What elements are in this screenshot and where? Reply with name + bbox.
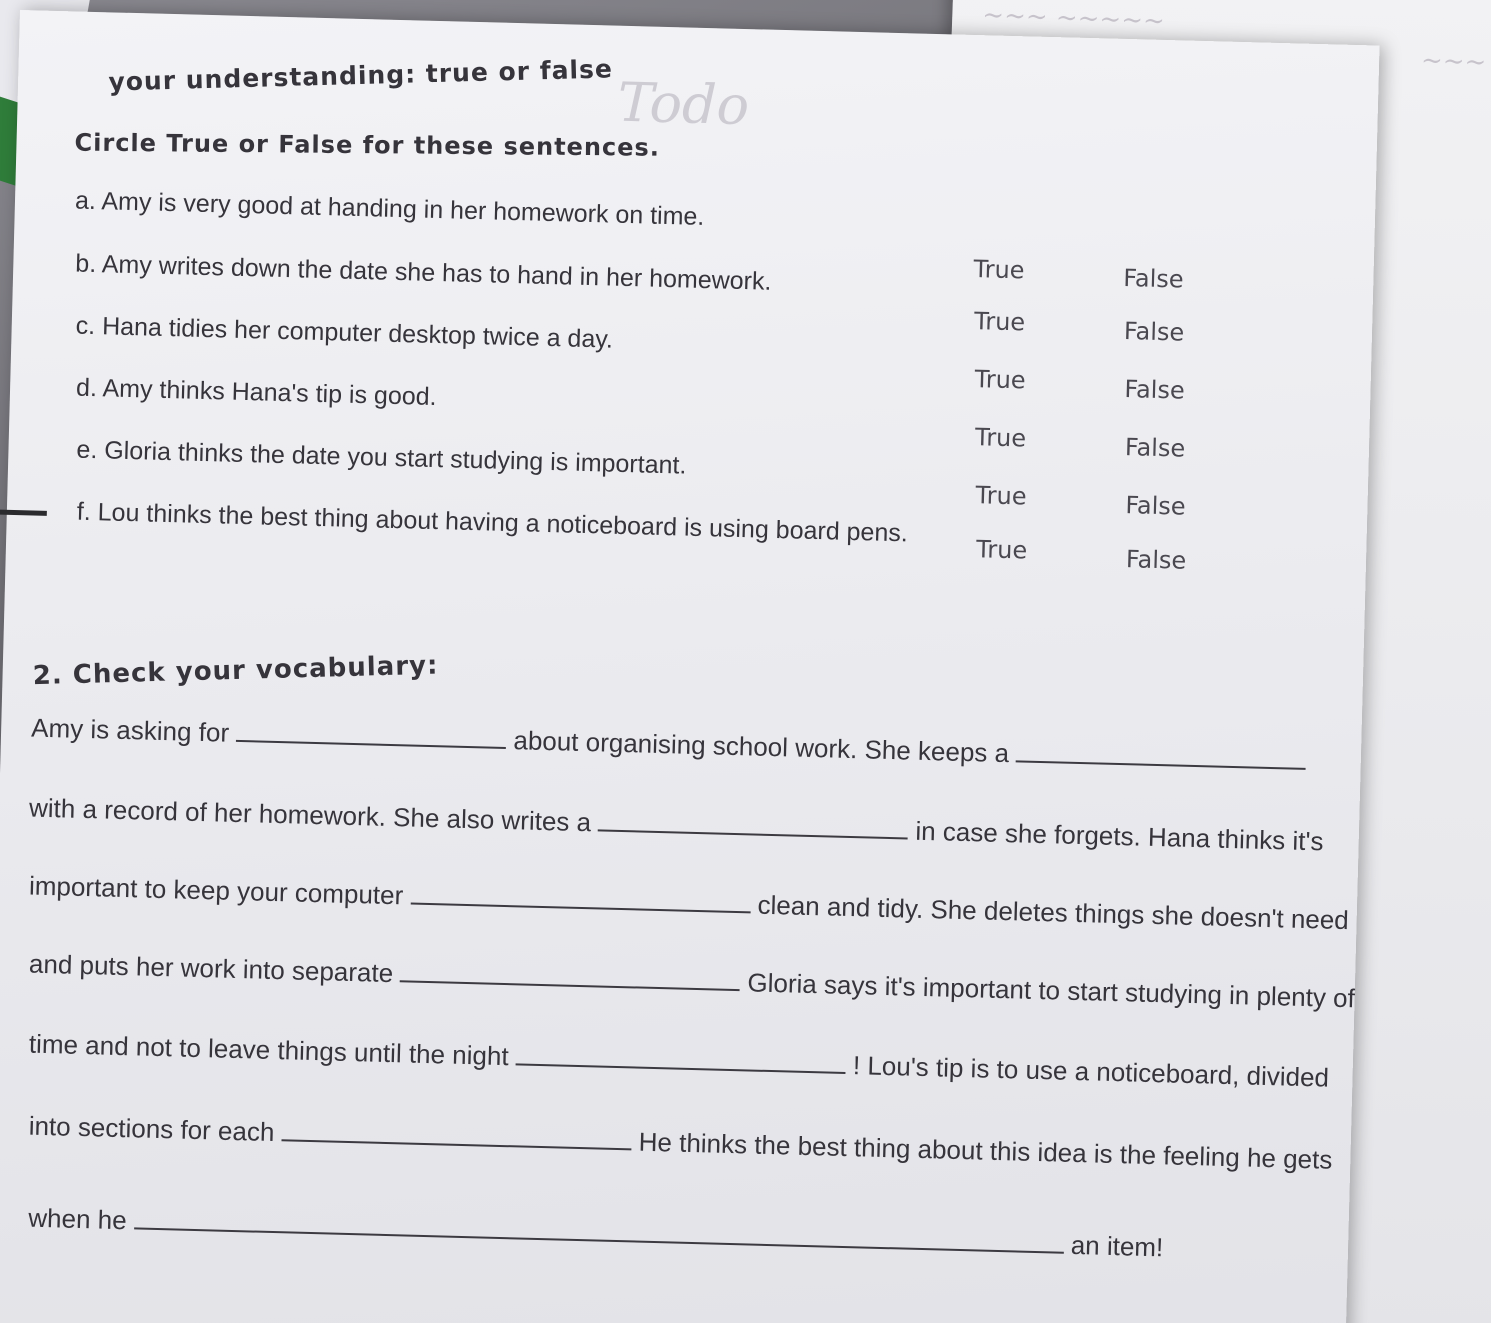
cloze-text: in case she forgets. Hana thinks it's — [915, 815, 1324, 857]
true-option-b[interactable]: True — [973, 255, 1025, 285]
cloze-line-7 — [28, 1201, 1164, 1264]
statement-f — [76, 498, 908, 549]
section1-title: your understanding: true or false — [108, 54, 614, 97]
blank-field[interactable] — [134, 1203, 1064, 1253]
worksheet-page — [0, 10, 1380, 1323]
blank-field[interactable] — [281, 1115, 632, 1150]
true-option-c[interactable]: True — [973, 307, 1026, 337]
blank-field[interactable] — [410, 879, 751, 914]
faint-scribble: ~~~ — [1420, 45, 1487, 78]
cloze-line-2 — [29, 791, 1324, 858]
cloze-text: important to keep your computer — [28, 870, 404, 911]
page-divider — [0, 509, 47, 516]
statement-text: Hana tidies her computer desktop twice a day. — [101, 312, 614, 354]
blank-field[interactable] — [1016, 736, 1307, 770]
cloze-text: with a record of her homework. She also writes a — [28, 792, 592, 838]
false-option-c[interactable]: False — [1123, 317, 1185, 347]
statement-text: Lou thinks the best thing about having a noticeboard is using board pens. — [97, 498, 909, 548]
statement-text: Amy is very good at handing in her homework on time. — [101, 187, 705, 231]
section1-instruction: Circle True or False for these sentences. — [74, 128, 661, 162]
cloze-line-4 — [29, 947, 1356, 1015]
cloze-line-1 — [31, 711, 1307, 777]
true-option-e[interactable]: True — [974, 423, 1027, 453]
true-option-f1[interactable]: True — [975, 481, 1027, 511]
cloze-text: into sections for each — [28, 1110, 275, 1148]
cloze-text: He thinks the best thing about this idea is the feeling he gets — [638, 1126, 1333, 1175]
cloze-text: clean and tidy. She deletes things she doesn't need — [757, 889, 1350, 936]
blank-field[interactable] — [400, 956, 741, 991]
blank-field[interactable] — [598, 805, 909, 839]
cloze-line-5 — [29, 1027, 1330, 1094]
statement-text: Amy thinks Hana's tip is good. — [102, 374, 437, 412]
false-option-d[interactable]: False — [1124, 375, 1186, 405]
statement-letter: d. — [75, 373, 98, 403]
cloze-line-3 — [29, 869, 1350, 937]
statement-letter: a. — [74, 186, 97, 216]
cloze-text: when he — [27, 1202, 128, 1236]
cloze-text: about organising school work. She keeps a — [513, 725, 1010, 769]
section2-title: 2. Check your vocabulary: — [32, 650, 439, 692]
statement-e — [76, 436, 687, 481]
false-option-f2[interactable]: False — [1125, 545, 1187, 575]
blank-field[interactable] — [516, 1039, 847, 1074]
statement-letter: e. — [76, 435, 98, 465]
false-option-b[interactable]: False — [1122, 263, 1184, 294]
todo-doodle: Todo — [616, 70, 750, 138]
cloze-text: Amy is asking for — [30, 712, 230, 748]
statement-letter: c. — [75, 311, 96, 341]
true-option-f2[interactable]: True — [975, 535, 1028, 565]
statement-c — [75, 312, 613, 355]
cloze-text: and puts her work into separate — [28, 948, 394, 989]
statement-letter: f. — [76, 497, 92, 527]
statement-text: Gloria thinks the date you start studying is important. — [103, 436, 687, 480]
faint-scribble: ~~~ ~~~~~ — [981, 0, 1166, 37]
cloze-line-6 — [28, 1109, 1332, 1176]
statement-text: Amy writes down the date she has to hand in her homework. — [101, 250, 772, 296]
cloze-text: ! Lou's tip is to use a noticeboard, divided — [852, 1050, 1330, 1093]
cloze-text: an item! — [1070, 1229, 1164, 1263]
statement-b — [75, 250, 772, 297]
false-option-f1[interactable]: False — [1125, 491, 1187, 521]
true-option-d[interactable]: True — [974, 365, 1026, 395]
blank-field[interactable] — [236, 716, 507, 749]
cloze-text: time and not to leave things until the night — [28, 1028, 510, 1072]
statement-letter: b. — [75, 249, 97, 279]
statement-a — [75, 187, 705, 232]
statement-d — [76, 374, 437, 412]
false-option-e[interactable]: False — [1124, 433, 1186, 463]
cloze-text: Gloria says it's important to start studying in plenty of — [747, 967, 1356, 1014]
